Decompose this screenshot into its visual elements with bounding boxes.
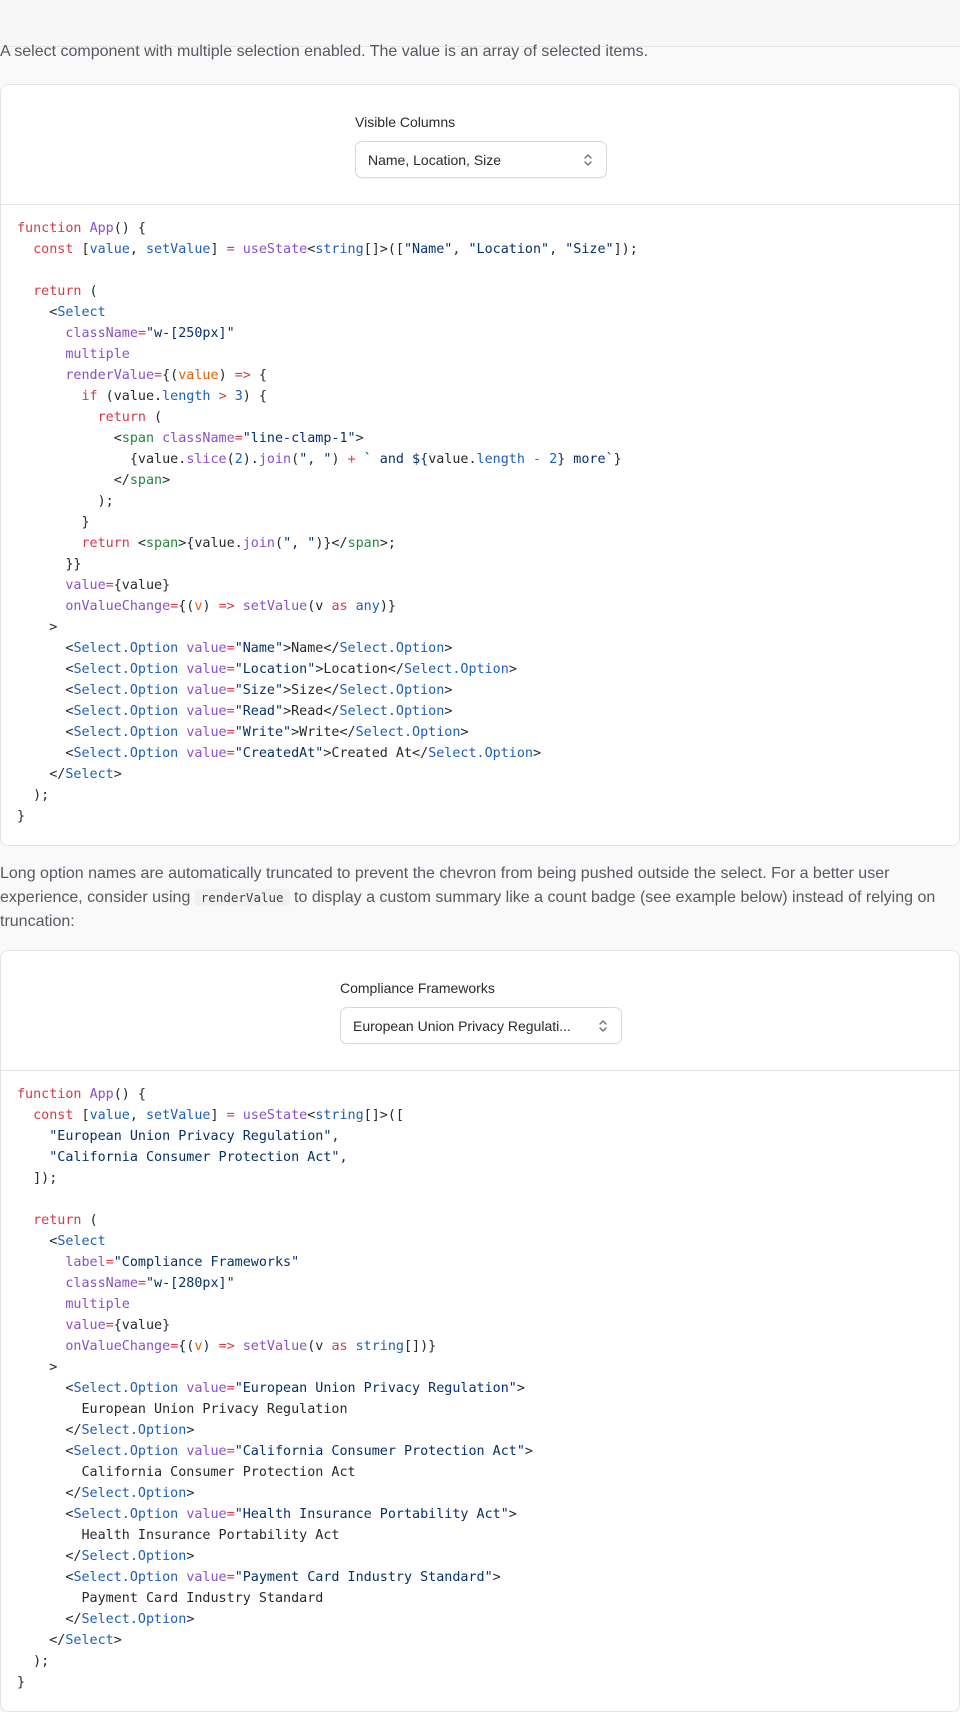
select-label: Visible Columns bbox=[355, 114, 456, 130]
select-value: Name, Location, Size bbox=[368, 151, 502, 168]
example-preview bbox=[1, 85, 959, 205]
intro-paragraph: A select component with multiple selection enabled. The value is an array of selected items. bbox=[0, 43, 649, 60]
visible-columns-select-trigger[interactable] bbox=[355, 141, 607, 178]
code-block: function App() { const [value, setValue] = useState<string[]>([ "European Union Privacy Regulation", "California Consumer Protection Act", ]); return ( <Select label="Compliance Frameworks" className="w-[280px]" multiple value={value} onValueChange={(v) => setValue(v as string[])} > <Select.Option value="European Union Privacy Regulation"> European Union Privacy Regulation </Select.Option> <Select.Option value="California Consumer Protection Act"> California Consumer Protection Act </Select.Option> <Select.Option value="Health Insurance Portability Act"> Health Insurance Portability Act </Select.Option> <Select.Option value="Payment Card Industry Standard"> Payment Card Industry Standard </Select.Option> </Select> ); } bbox=[17, 1087, 533, 1690]
compliance-frameworks-select bbox=[340, 979, 622, 1044]
example-preview bbox=[1, 951, 959, 1071]
truncation-text-before: Long option names are automatically truncated to prevent the chevron from being pushed outside the select. For a better user experience, consider using bbox=[0, 865, 890, 906]
truncation-text-after: to display a custom summary like a count badge (see example below) instead of relying on truncation: bbox=[0, 889, 936, 930]
code-block: function App() { const [value, setValue] = useState<string[]>(["Name", "Location", "Size"]); return ( <Select className="w-[250px]" multiple renderValue={(value) => { if (value.length > 3) { return ( <span className="line-clamp-1"> {value.slice(2).join(", ") + ` and ${value.length - 2} more`} </span> ); } return <span>{value.join(", ")}</span>; }} value={value} onValueChange={(v) => setValue(v as any)} > <Select.Option value="Name">Name</Select.Option> <Select.Option value="Location">Location</Select.Option> <Select.Option value="Size">Size</Select.Option> <Select.Option value="Read">Read</Select.Option> <Select.Option value="Write">Write</Select.Option> <Select.Option value="CreatedAt">Created At</Select.Option> </Select> ); } bbox=[17, 221, 638, 824]
compliance-frameworks-select-trigger[interactable] bbox=[340, 1007, 622, 1044]
render-value-inline-code: renderValue bbox=[195, 889, 290, 906]
chevron-up-down-icon bbox=[597, 1018, 609, 1034]
visible-columns-select bbox=[355, 113, 607, 178]
example-card-visible-columns bbox=[0, 84, 960, 846]
example-card-compliance-frameworks bbox=[0, 950, 960, 1712]
truncation-paragraph bbox=[0, 862, 960, 934]
select-value: European Union Privacy Regulati... bbox=[353, 1017, 571, 1034]
select-label: Compliance Frameworks bbox=[340, 980, 495, 996]
chevron-up-down-icon bbox=[582, 152, 594, 168]
